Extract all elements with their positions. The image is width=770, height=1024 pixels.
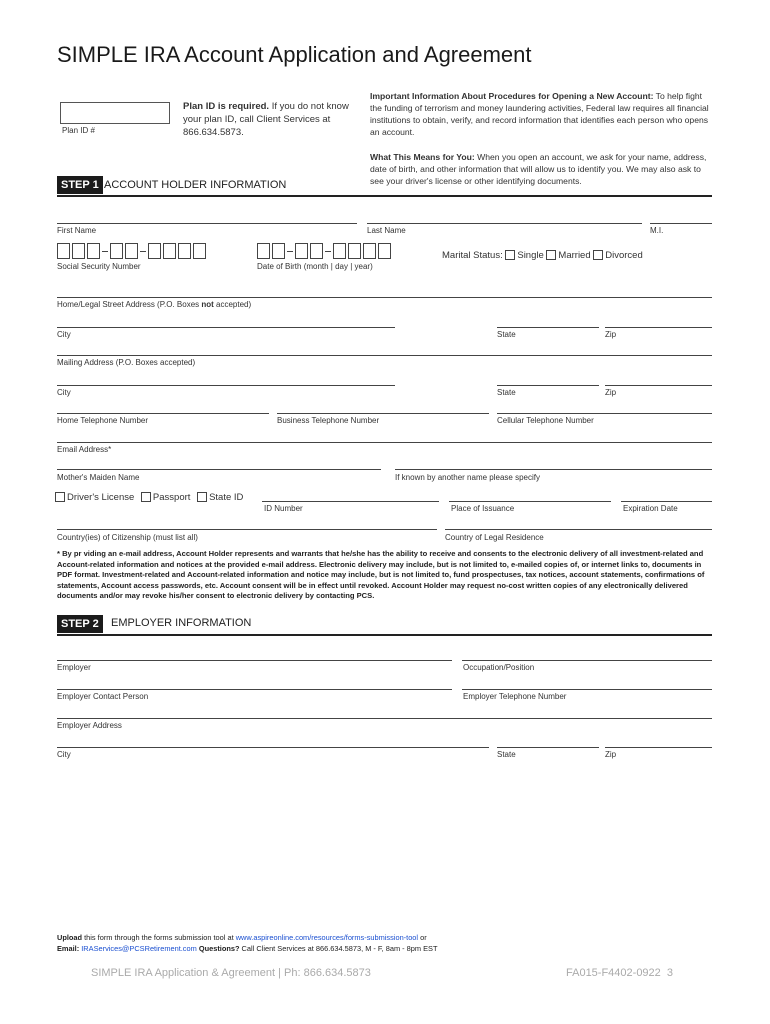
citizenship-field[interactable]: [57, 529, 437, 530]
zip-label: Zip: [605, 330, 617, 339]
maiden-name-field[interactable]: [57, 469, 381, 470]
single-label: Single: [517, 250, 544, 261]
plan-phone: 866.634.5873.: [183, 127, 244, 138]
plan-required-text: If you do not know your plan ID, call Client Services at: [183, 101, 349, 125]
last-name-label: Last Name: [367, 226, 406, 235]
other-name-label: If known by another name please specify: [395, 473, 540, 482]
city-field[interactable]: [57, 327, 395, 328]
employer-city-field[interactable]: [57, 747, 489, 748]
plan-id-label: Plan ID #: [62, 126, 95, 135]
dob-digit[interactable]: [272, 243, 285, 259]
dob-dash: [325, 251, 331, 252]
important-text: To help fight the funding of terrorism and money laundering activities, Federal law requires all financial institutions to obtain, verify, and record information that identifies each person who opens an account.: [370, 91, 709, 137]
expiration-field[interactable]: [621, 501, 712, 502]
mailing-city-field[interactable]: [57, 385, 395, 386]
occupation-label: Occupation/Position: [463, 663, 535, 672]
ssn-label: Social Security Number: [57, 262, 141, 271]
id-number-field[interactable]: [262, 501, 439, 502]
married-checkbox[interactable]: [546, 250, 556, 260]
ssn-dash: [140, 251, 146, 252]
single-checkbox[interactable]: [505, 250, 515, 260]
employer-city-label: City: [57, 750, 71, 759]
home-address-label: Home/Legal Street Address (P.O. Boxes not accepted): [57, 300, 252, 309]
home-address-field[interactable]: [57, 297, 712, 298]
employer-state-label: State: [497, 750, 516, 759]
ssn-digit[interactable]: [57, 243, 70, 259]
ssn-digit[interactable]: [193, 243, 206, 259]
dob-label: Date of Birth (month | day | year): [257, 262, 373, 271]
employer-zip-label: Zip: [605, 750, 617, 759]
plan-id-note: [183, 100, 353, 139]
ssn-digit[interactable]: [72, 243, 85, 259]
email-bold: Email:: [57, 944, 80, 953]
divorced-label: Divorced: [605, 250, 643, 261]
step2-rule: [57, 634, 712, 636]
employer-address-label: Employer Address: [57, 721, 122, 730]
upload-tail: or: [418, 933, 427, 942]
step1-title: ACCOUNT HOLDER INFORMATION: [104, 179, 287, 191]
drivers-license-checkbox[interactable]: [55, 492, 65, 502]
dob-digit[interactable]: [348, 243, 361, 259]
means-text: When you open an account, we ask for your name, address, date of birth, and other information that will allow us to identify you. We may also ask to see your driver's license or other identifying documents.: [370, 152, 707, 186]
email-label: Email Address*: [57, 445, 112, 454]
mailing-state-field[interactable]: [497, 385, 599, 386]
employer-contact-field[interactable]: [57, 689, 452, 690]
dob-dash: [287, 251, 293, 252]
step2-badge: STEP 2: [57, 615, 103, 633]
mi-label: M.I.: [650, 226, 664, 235]
place-issuance-label: Place of Issuance: [451, 504, 515, 513]
id-type-options: [55, 492, 243, 503]
dob-field[interactable]: [257, 243, 393, 259]
forms-submission-link[interactable]: www.aspireonline.com/resources/forms-submission-tool: [235, 933, 419, 942]
upload-text: this form through the forms submission tool at: [82, 933, 236, 942]
citizenship-label: Country(ies) of Citizenship (must list all): [57, 533, 198, 542]
mailing-state-label: State: [497, 388, 516, 397]
mailing-zip-field[interactable]: [605, 385, 712, 386]
page-title: SIMPLE IRA Account Application and Agreement: [57, 42, 532, 67]
dob-digit[interactable]: [257, 243, 270, 259]
city-label: City: [57, 330, 71, 339]
state-field[interactable]: [497, 327, 599, 328]
footer-form-title: SIMPLE IRA Application & Agreement | Ph: 866.634.5873: [91, 967, 371, 979]
step1-rule: [57, 195, 712, 197]
email-link[interactable]: IRAServices@PCSRetirement.com: [81, 944, 197, 953]
id-number-label: ID Number: [264, 504, 303, 513]
means-heading: What This Means for You:: [370, 152, 475, 162]
business-phone-field[interactable]: [277, 413, 489, 414]
questions-bold: Questions?: [196, 944, 240, 953]
employer-address-field[interactable]: [57, 718, 712, 719]
state-label: State: [497, 330, 516, 339]
email-field[interactable]: [57, 442, 712, 443]
ssn-field[interactable]: [57, 243, 208, 259]
dob-digit[interactable]: [333, 243, 346, 259]
cell-phone-label: Cellular Telephone Number: [497, 416, 594, 425]
passport-label: Passport: [152, 492, 191, 503]
first-name-label: First Name: [57, 226, 97, 235]
ssn-digit[interactable]: [125, 243, 138, 259]
employer-zip-field[interactable]: [605, 747, 712, 748]
zip-field[interactable]: [605, 327, 712, 328]
upload-bold: Upload: [57, 933, 83, 942]
mailing-address-label: Mailing Address (P.O. Boxes accepted): [57, 358, 196, 367]
important-info: [370, 90, 715, 138]
married-label: Married: [558, 250, 591, 261]
divorced-checkbox[interactable]: [593, 250, 603, 260]
plan-required-bold: Plan ID is required.: [183, 101, 270, 112]
upload-instructions: [57, 933, 427, 942]
drivers-license-label: Driver's License: [67, 492, 135, 503]
state-id-checkbox[interactable]: [197, 492, 207, 502]
mailing-address-field[interactable]: [57, 355, 712, 356]
state-id-label: State ID: [209, 492, 244, 503]
marital-status: [442, 250, 643, 261]
employer-phone-label: Employer Telephone Number: [463, 692, 567, 701]
mi-field[interactable]: [650, 223, 712, 224]
employer-contact-label: Employer Contact Person: [57, 692, 149, 701]
ssn-digit[interactable]: [148, 243, 161, 259]
last-name-field[interactable]: [367, 223, 642, 224]
other-name-field[interactable]: [395, 469, 712, 470]
passport-checkbox[interactable]: [141, 492, 151, 502]
mailing-city-label: City: [57, 388, 71, 397]
plan-id-field[interactable]: [60, 102, 170, 124]
residence-label: Country of Legal Residence: [445, 533, 544, 542]
dob-digit[interactable]: [378, 243, 391, 259]
ssn-digit[interactable]: [178, 243, 191, 259]
cell-phone-field[interactable]: [497, 413, 712, 414]
questions-text: Call Client Services at 866.634.5873, M - F, 8am - 8pm EST: [239, 944, 438, 953]
home-phone-label: Home Telephone Number: [57, 416, 149, 425]
home-phone-field[interactable]: [57, 413, 269, 414]
expiration-label: Expiration Date: [623, 504, 678, 513]
occupation-field[interactable]: [462, 660, 712, 661]
employer-label: Employer: [57, 663, 91, 672]
business-phone-label: Business Telephone Number: [277, 416, 380, 425]
what-this-means: [370, 151, 715, 187]
mailing-zip-label: Zip: [605, 388, 617, 397]
employer-state-field[interactable]: [497, 747, 599, 748]
first-name-field[interactable]: [57, 223, 357, 224]
footer-form-number: FA015-F4402-0922 3: [566, 967, 674, 979]
employer-field[interactable]: [57, 660, 452, 661]
ssn-digit[interactable]: [87, 243, 100, 259]
email-disclaimer: * By pr viding an e-mail address, Account Holder represents and warrants that he/she has the ability to receive and consents to the electronic delivery of all investment-related and Account-related information and notices at the provided e-mail address. Electronic delivery may include, but is not limited to, e-mailed copies of, or internet links to, documents in PDF format. Investment-related and Account-related information and notice may include, but is not limited to, fund prospectuses, tax notices, account statements, confirmations of statements, Account access passwords, etc. Account consent will be in effect until revoked. Account Holder may request no-cost written copies of any electronically delivered documents and/or may revoke his/her consent to electronic delivery by contacting PCS.: [57, 549, 705, 600]
marital-label: Marital Status:: [442, 250, 503, 261]
dob-digit[interactable]: [295, 243, 308, 259]
employer-phone-field[interactable]: [462, 689, 712, 690]
maiden-name-label: Mother's Maiden Name: [57, 473, 140, 482]
step2-title: EMPLOYER INFORMATION: [111, 617, 252, 629]
dob-digit[interactable]: [310, 243, 323, 259]
residence-field[interactable]: [445, 529, 712, 530]
ssn-digit[interactable]: [163, 243, 176, 259]
contact-instructions: [57, 944, 438, 953]
place-issuance-field[interactable]: [449, 501, 611, 502]
step1-badge: STEP 1: [57, 176, 103, 194]
dob-digit[interactable]: [363, 243, 376, 259]
ssn-digit[interactable]: [110, 243, 123, 259]
important-heading: Important Information About Procedures for Opening a New Account:: [370, 91, 654, 101]
ssn-dash: [102, 251, 108, 252]
